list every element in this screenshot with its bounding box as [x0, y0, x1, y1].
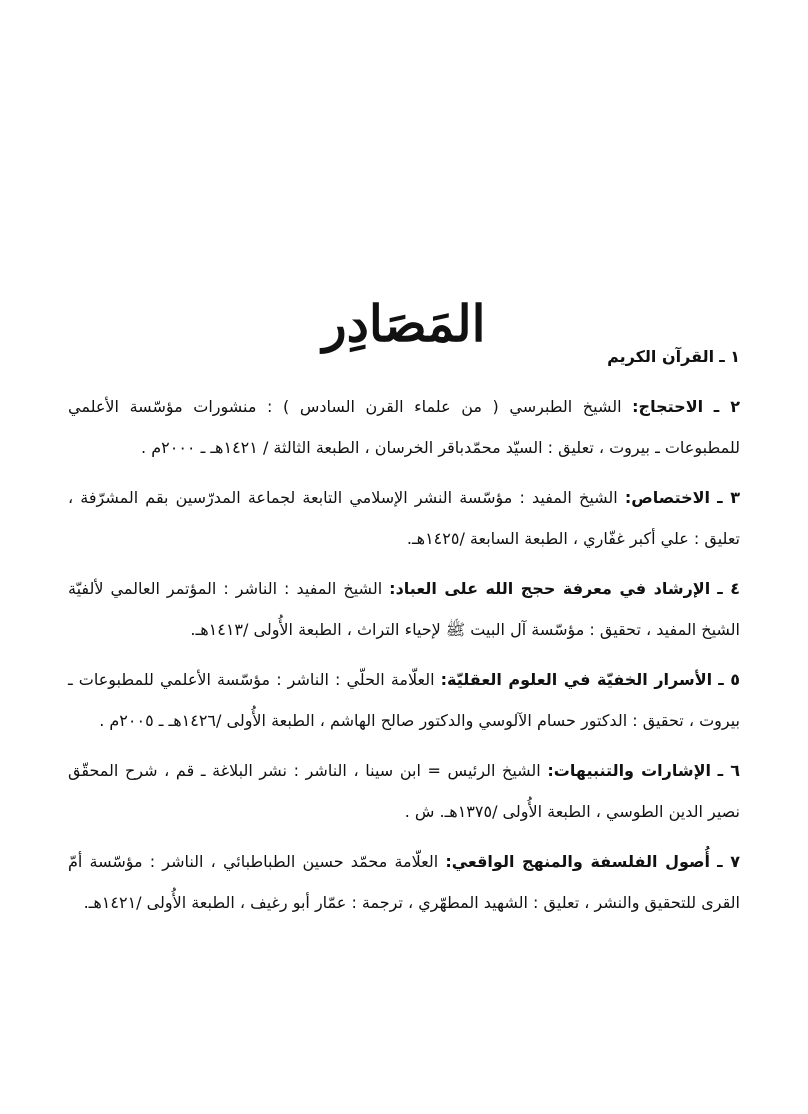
reference-title: الإشارات والتنبيهات:	[547, 761, 712, 780]
references-list	[68, 336, 740, 932]
reference-item-2	[68, 386, 740, 468]
reference-number: ٢ ـ	[713, 397, 740, 416]
reference-body: الشيخ الرئيس = ابن سينا ، الناشر : نشر البلاغة ـ قم ، شرح المحقّق نصير الدين الطوسي ، الطبعة الأُولى /١٣٧٥هـ. ش .	[68, 761, 740, 821]
reference-title: الأسرار الخفيّة في العلوم العقليّة:	[440, 670, 713, 689]
reference-body: العلّامة الحلّي : الناشر : مؤسّسة الأعلمي للمطبوعات ـ بيروت ، تحقيق : الدكتور حسام الآلوسي والدكتور صالح الهاشم ، الطبعة الأُولى /١٤٢٦هـ ـ ٢٠٠٥م .	[68, 670, 740, 730]
reference-item-1	[68, 336, 740, 377]
reference-item-5	[68, 659, 740, 741]
reference-body: العلّامة محمّد حسين الطباطبائي ، الناشر : مؤسّسة أمّ القرى للتحقيق والنشر ، تعليق : الشهيد المطهّري ، ترجمة : عمّار أبو رغيف ، الطبعة الأُولى /١٤٢١هـ.	[68, 852, 740, 912]
reference-number: ٤ ـ	[717, 579, 740, 598]
reference-number: ٥ ـ	[718, 670, 740, 689]
reference-number: ١ ـ	[719, 347, 740, 366]
reference-title: أُصول الفلسفة والمنهج الواقعي:	[445, 852, 710, 871]
page-title: المَصَادِر	[322, 293, 486, 353]
reference-item-7	[68, 841, 740, 923]
reference-title: القرآن الكريم	[607, 347, 715, 366]
reference-body: الشيخ المفيد : الناشر : المؤتمر العالمي لألفيّة الشيخ المفيد ، تحقيق : مؤسّسة آل البيت ﷺ لإحياء التراث ، الطبعة الأُولى /١٤١٣هـ.	[68, 579, 740, 639]
reference-body: الشيخ المفيد : مؤسّسة النشر الإسلامي التابعة لجماعة المدرّسين بقم المشرّفة ، تعليق : علي أكبر غفّاري ، الطبعة السابعة /١٤٢٥هـ.	[68, 488, 740, 548]
reference-number: ٦ ـ	[717, 761, 740, 780]
reference-title: الإرشاد في معرفة حجج الله على العباد:	[389, 579, 711, 598]
reference-item-3	[68, 477, 740, 559]
reference-number: ٧ ـ	[717, 852, 740, 871]
reference-body: الشيخ الطبرسي ( من علماء القرن السادس ) : منشورات مؤسّسة الأعلمي للمطبوعات ـ بيروت ، تعليق : السيّد محمّدباقر الخرسان ، الطبعة الثالثة / ١٤٢١هـ ـ ٢٠٠٠م .	[68, 397, 740, 457]
reference-item-4	[68, 568, 740, 650]
reference-title: الاحتجاج:	[632, 397, 704, 416]
reference-number: ٣ ـ	[717, 488, 740, 507]
reference-item-6	[68, 750, 740, 832]
reference-title: الاختصاص:	[624, 488, 711, 507]
